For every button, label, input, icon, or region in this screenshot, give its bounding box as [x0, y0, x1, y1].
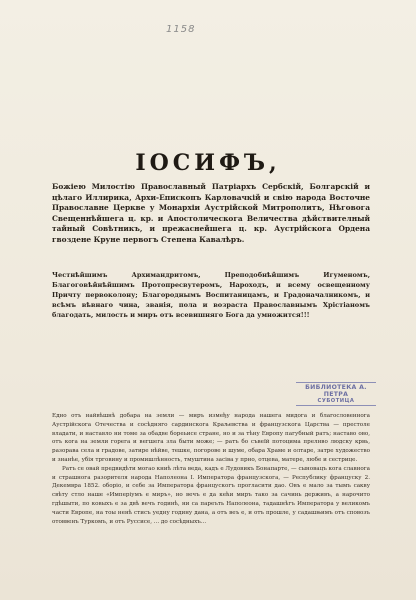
- body-paragraph-2: Ратъ се овай предвидѣти могао книѣ лѣта веда, кадъ е Лудовикъ Бонапарте, — сыновацъ кога славнога и страшнога разорителя народа Наполеона I. Императора французскога, — Республику француску 2. Декемвра 1852. оборіо, и себе за Императора францускогъ прогласити дао. Овъ е мало за тымъ сакву свѣту стло наше «Имперіумъ е миръ», но вечъ е да кећи миръ тако за сачинь держивъ, а нарочито гдѣшыти, по ковыхъ е за двѣ вечъ годинѣ, ни са пареъть Наполеона, тадашнѣгъ Императора у великомъ части Европе, на тоы ненѣ стисъ уедну годину дана, а отъ веъ е, и отъ прошле, у садашњимъ отъ сповозъ отоввенъ Туркомъ, и отъ Руссисе, ... до сосѣдныхъ...: [52, 465, 370, 525]
- stamp-line-2: СУБОТИЦА: [317, 398, 355, 404]
- pencil-note: 1158: [166, 24, 196, 35]
- body-text: [52, 412, 370, 526]
- document-title: ІОСИФЪ,: [135, 150, 281, 176]
- stamp-line-1: БИБЛИОТЕКА А. ПЕТРА: [305, 384, 367, 398]
- intro-paragraph: Божіею Милостію Православный Патріархъ Сербскій, Болгарскій и цѣлаго Иллирика, Архи-Епископъ Карловачкій и свію народа Восточне Православне Церкве у Монархіи Аустрійской Митрополитъ, Нѣговога Свещеннѣйшега ц. кр. и Апостолическога Величества дѣйствителный тайный Совѣтникъ, и прежаснейшега ц. кр. Аустрійскога Ордена гвоздене Круне первогъ Степена Кавалѣръ.: [52, 182, 370, 244]
- body-paragraph-1: Едно отъ найвѣшнѣ добара на земли — миръ између народа нашега мидога и благословеннога Аустрійскога Отечества и сосѣдняго сардинскога Краљевства и французскога Царства — престоле владати, и наставло ни томе за обадве бореьисе стране, но и за тѣну Европу пагубный ратъ; наставо ово, отъ кога на земли горега и вегшега зла быти може; — ратъ бо съвеїй потоцима прелнво людску крвь, разорава села и градове, затире нѣйве, тешке, погорове и шуме, обара Храме и олтаре, затре художество и знанѣе, убія трговину и промишлѣнность, тмуштина засіва у прно, отцева, матере, любе и сестрице.: [52, 413, 370, 463]
- address-paragraph: Честнѣйшимъ Архимандритомъ, Преподобнѣйшимъ Игуменомъ, Благоговѣйнѣйшимъ Протопресвутеромъ, Нароходъ, и всему освещенному Причту первоколону; Благороднымъ Воспитаницамъ, и Градоначалникомъ, и всѣмъ вѣвнаго чина, званія, пола и возраста Православнымъ Хрістіаномъ благодать, милость и миръ отъ всевишняго Бога да умножится!!!: [52, 271, 370, 319]
- library-stamp: [296, 382, 376, 406]
